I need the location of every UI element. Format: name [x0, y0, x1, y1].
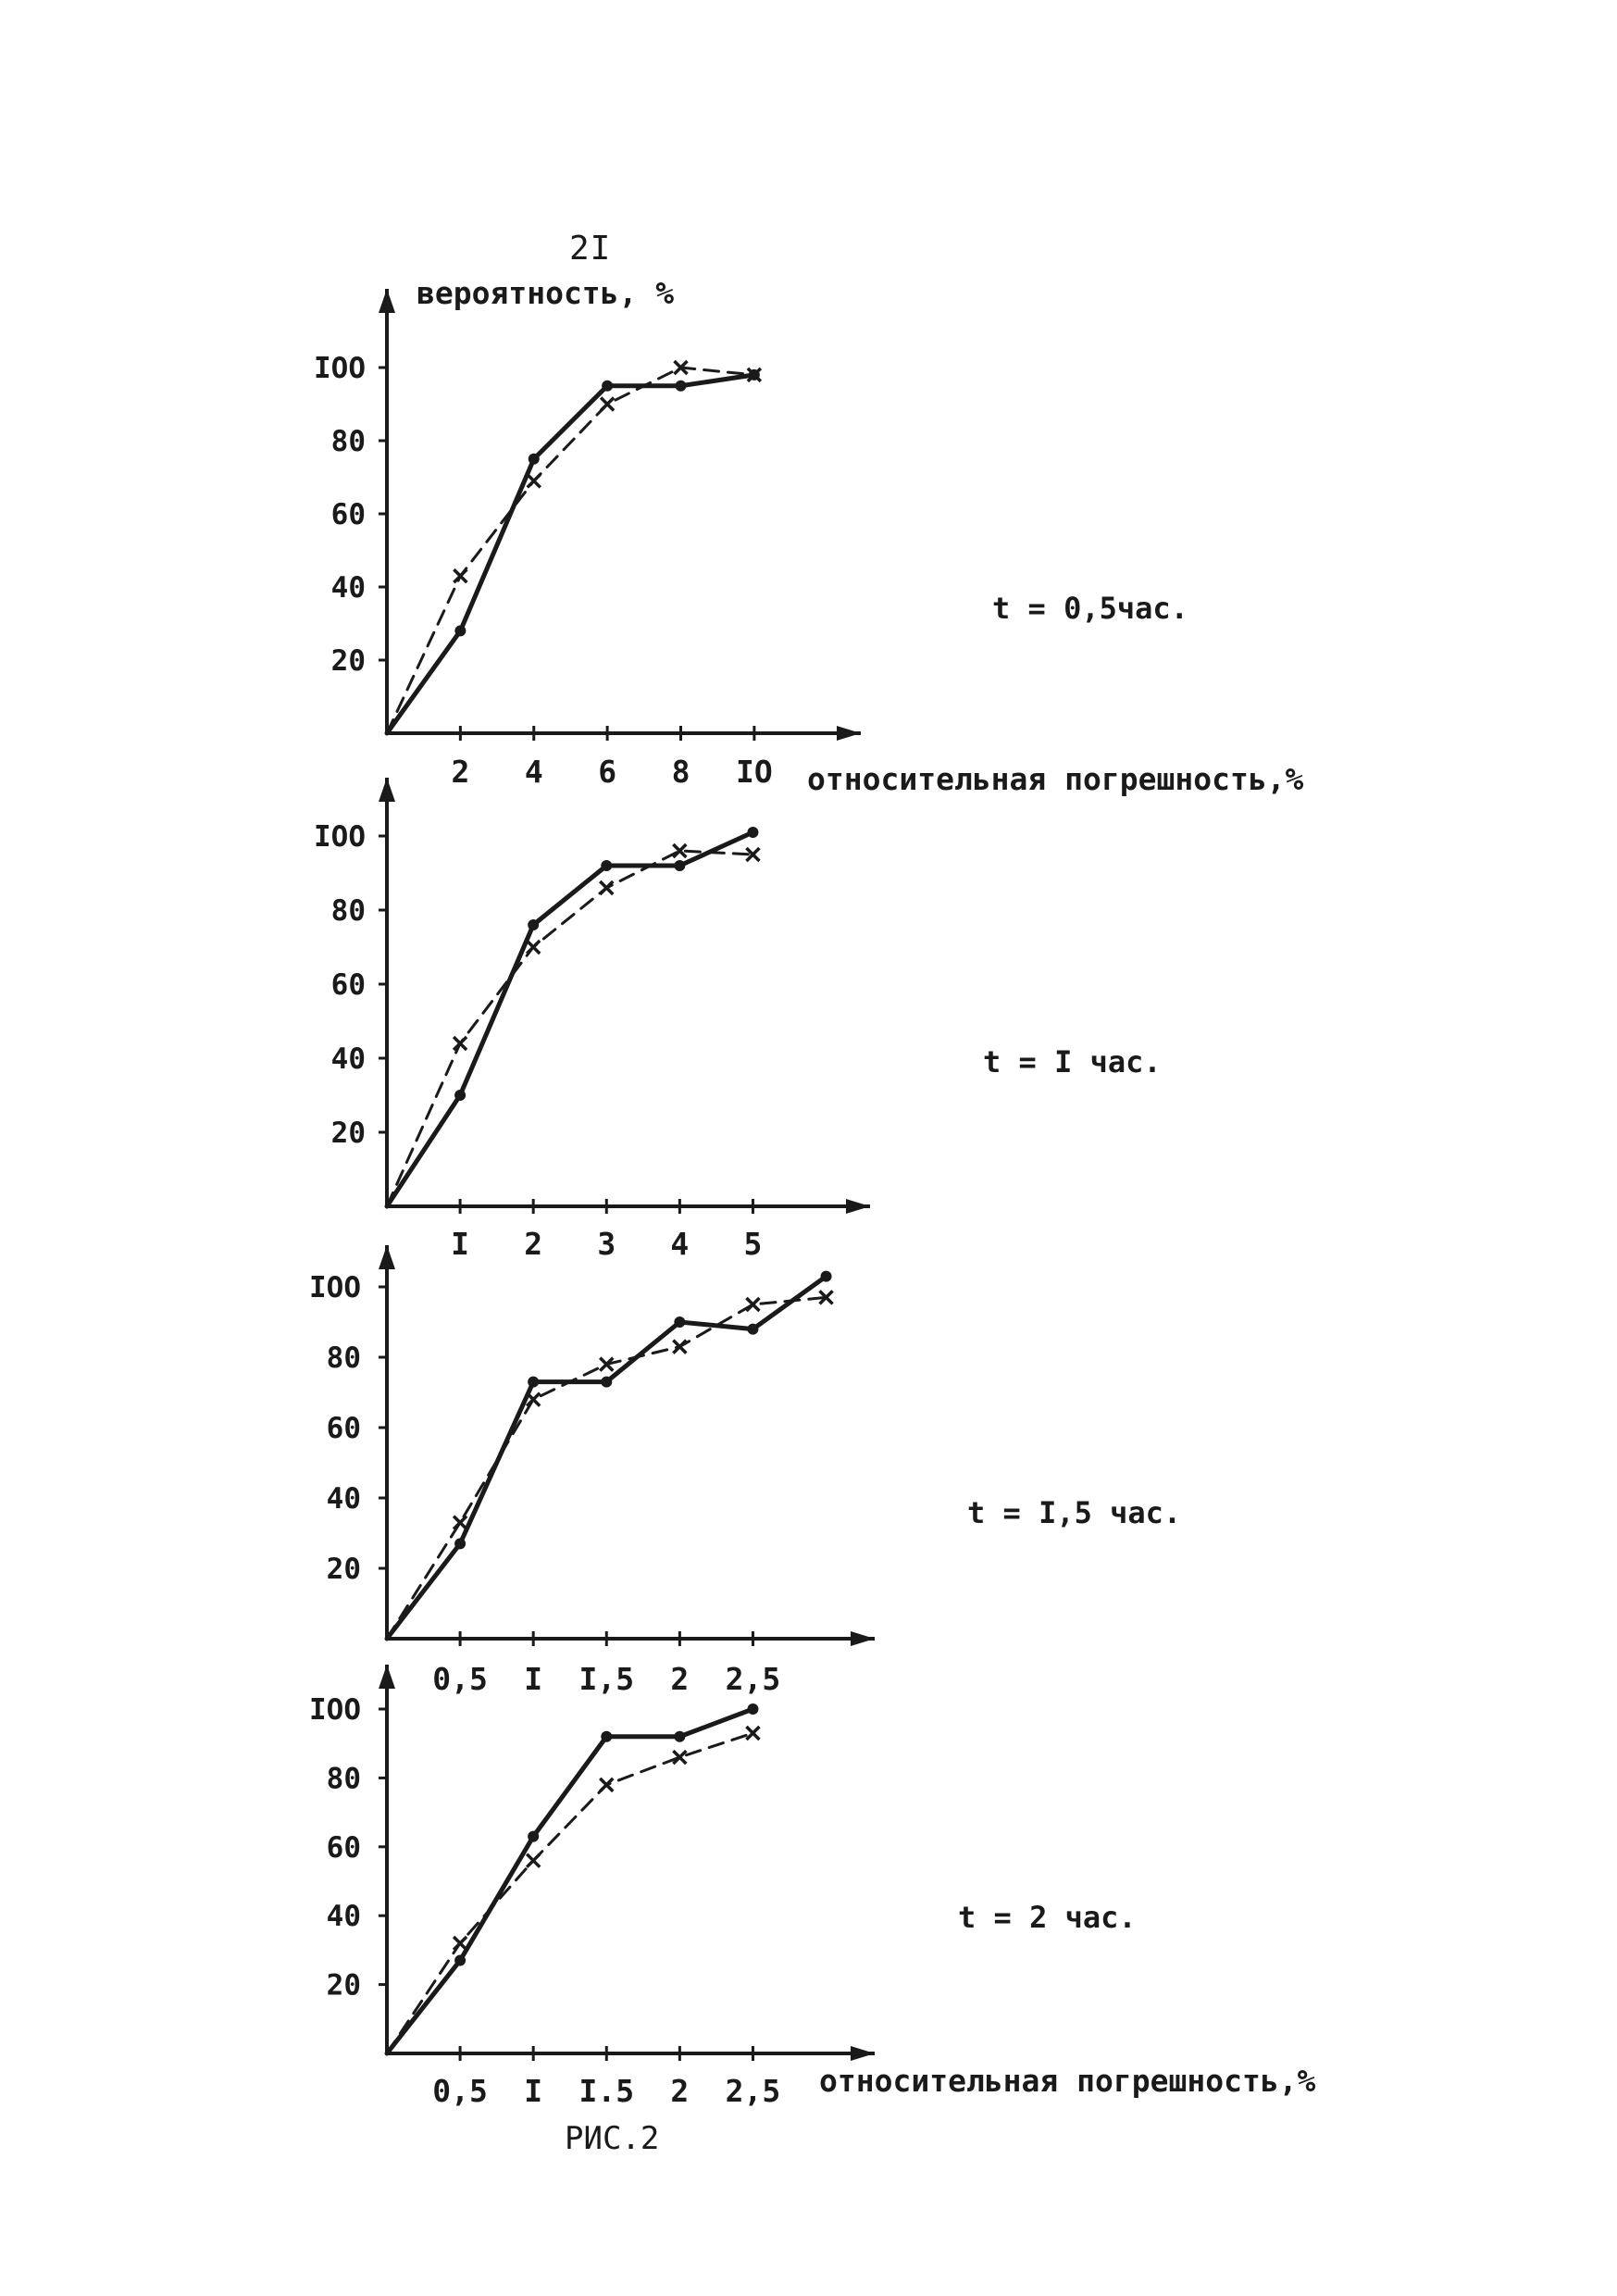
x-tick-label: 2	[670, 1661, 690, 1697]
x-tick-label: 2	[524, 1226, 543, 1262]
dashed-series-line	[387, 1297, 827, 1639]
x-axis-title-upper: относительная погрешность,%	[807, 761, 1304, 797]
data-point-dot	[601, 860, 612, 871]
data-point-dot	[821, 1271, 832, 1282]
solid-series-line	[387, 1277, 827, 1639]
data-point-dot	[528, 919, 539, 930]
y-tick-label: 20	[330, 1117, 366, 1150]
data-point-dot	[602, 381, 613, 392]
y-tick-label: 20	[326, 1968, 361, 2003]
data-point-dot	[454, 1538, 466, 1549]
data-point-dot	[747, 1324, 758, 1335]
x-tick-label: I	[524, 1661, 543, 1697]
y-tick-label: IOO	[314, 820, 366, 854]
chart-panel-t-0-5	[314, 289, 861, 790]
y-tick-label: 20	[326, 1553, 361, 1586]
x-tick-label: 2	[670, 2073, 690, 2109]
x-axis-arrow	[846, 1199, 870, 1214]
y-tick-label: 20	[330, 644, 366, 678]
dashed-series-line	[387, 851, 753, 1206]
data-point-dot	[529, 454, 540, 465]
data-point-cross	[746, 1727, 759, 1740]
y-tick-label: 60	[330, 968, 366, 1002]
x-tick-label: 2	[451, 754, 470, 790]
annotation-t-0-5: t = 0,5час.	[992, 591, 1188, 626]
data-point-dot	[528, 1377, 539, 1388]
x-tick-label: 2,5	[725, 2073, 781, 2109]
x-tick-label: 4	[670, 1226, 690, 1262]
y-tick-label: 40	[326, 1900, 361, 1934]
chart-panel-t-2	[309, 1665, 875, 2109]
data-point-cross	[528, 474, 541, 487]
x-tick-label: 0,5	[432, 1661, 488, 1697]
x-tick-label: 6	[598, 754, 617, 790]
data-point-cross	[746, 1298, 759, 1311]
x-axis-arrow	[851, 1631, 875, 1646]
data-point-cross	[454, 1037, 466, 1050]
annotation-t-1: t = I час.	[983, 1044, 1162, 1079]
x-tick-label: I	[451, 1226, 470, 1262]
data-point-dot	[747, 827, 758, 838]
y-tick-label: 40	[330, 571, 366, 605]
x-tick-label: 2,5	[725, 1661, 781, 1697]
data-point-dot	[601, 1377, 612, 1388]
data-point-cross	[527, 1854, 540, 1867]
data-point-dot	[601, 1731, 612, 1742]
y-tick-label: 40	[330, 1042, 366, 1076]
y-tick-label: 60	[326, 1412, 361, 1445]
x-tick-label: 5	[743, 1226, 763, 1262]
y-axis-arrow	[379, 1245, 395, 1269]
y-tick-label: 80	[326, 1341, 361, 1375]
data-point-dot	[674, 1731, 685, 1742]
data-point-cross	[601, 398, 614, 411]
y-tick-label: 80	[330, 894, 366, 928]
y-axis-arrow	[379, 1665, 395, 1689]
x-axis-arrow	[851, 2046, 875, 2061]
annotation-t-1-5: t = I,5 час.	[967, 1495, 1182, 1530]
x-axis-title-lower: относительная погрешность,%	[819, 2063, 1316, 2099]
data-point-cross	[673, 1751, 686, 1764]
annotation-t-2: t = 2 час.	[958, 1900, 1137, 1935]
y-tick-label: IOO	[309, 1693, 361, 1727]
y-tick-label: 60	[330, 498, 366, 531]
data-point-dot	[528, 1831, 539, 1842]
y-tick-label: 60	[326, 1830, 361, 1865]
y-tick-label: 80	[326, 1762, 361, 1796]
data-point-dot	[747, 1703, 758, 1715]
y-axis-arrow	[379, 778, 395, 802]
x-tick-label: I,5	[578, 1661, 635, 1697]
solid-series-line	[387, 832, 753, 1206]
data-point-dot	[454, 1955, 466, 1966]
data-point-cross	[454, 1516, 466, 1529]
figure-caption: РИС.2	[565, 2120, 660, 2157]
solid-series-line	[387, 1709, 753, 2053]
y-axis-arrow	[379, 289, 395, 313]
data-point-cross	[454, 1937, 466, 1950]
x-tick-label: I	[524, 2073, 543, 2109]
data-point-dot	[454, 1090, 466, 1101]
x-tick-label: I.5	[578, 2073, 635, 2109]
data-point-cross	[600, 881, 613, 894]
data-point-dot	[676, 381, 687, 392]
data-point-dot	[674, 1316, 685, 1328]
x-tick-label: 4	[524, 754, 543, 790]
x-tick-label: 0,5	[432, 2073, 488, 2109]
x-axis-arrow	[837, 726, 861, 741]
data-point-cross	[454, 569, 466, 582]
y-tick-label: IOO	[309, 1271, 361, 1304]
dashed-series-line	[387, 1733, 753, 2053]
data-point-cross	[527, 1393, 540, 1406]
x-tick-label: 3	[597, 1226, 616, 1262]
y-tick-label: 80	[330, 425, 366, 458]
data-point-cross	[600, 1778, 613, 1791]
x-tick-label: 8	[671, 754, 690, 790]
data-point-cross	[527, 941, 540, 954]
solid-series-line	[387, 375, 754, 733]
chart-panel-t-1	[314, 778, 870, 1262]
x-tick-label: IO	[736, 754, 773, 790]
y-axis-title: вероятность, %	[417, 275, 675, 311]
y-tick-label: 40	[326, 1482, 361, 1516]
y-tick-label: IOO	[314, 352, 366, 385]
data-point-dot	[674, 860, 685, 871]
chart-panel-t-1-5	[309, 1245, 875, 1697]
data-point-dot	[454, 625, 466, 636]
page-number: 2I	[569, 230, 612, 268]
